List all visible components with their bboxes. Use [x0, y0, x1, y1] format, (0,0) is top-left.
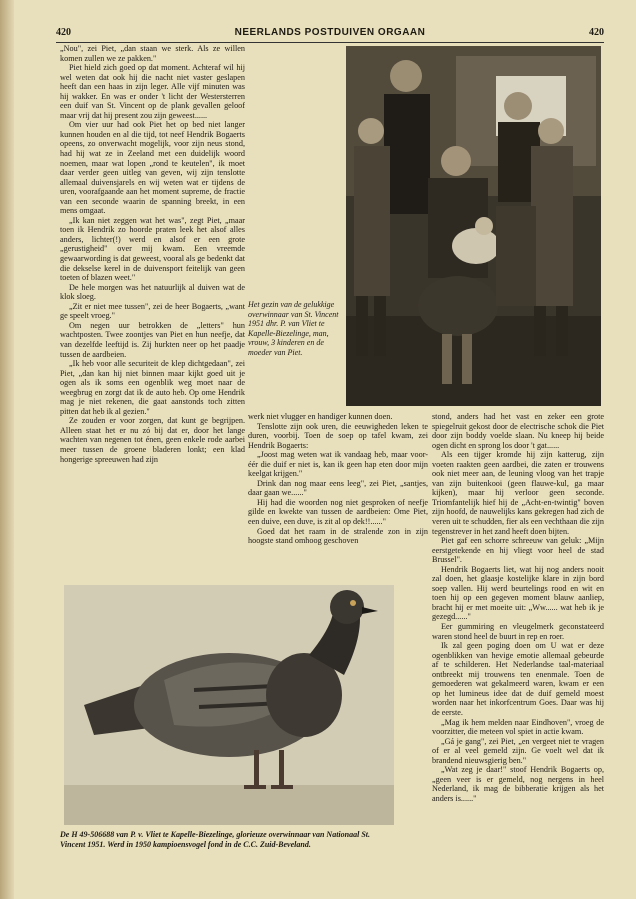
paragraph: „Nou", zei Piet, „dan staan we sterk. Als ze willen komen zullen we ze pakken." — [60, 44, 245, 63]
paragraph: stond, anders had het vast en zeker een grote spiegelruit gekost door de electrische schok die Piet door zijn boddy voelde slaan. Nu kneep hij beide ogen dicht en sprong los door 't gat...... — [432, 412, 604, 450]
paragraph: Ik zal geen poging doen om U wat er deze ogenblikken van hevige emotie allemaal gebeurde af te schilderen. Het Nederlandse taal-materiaal ontbreekt mij trouwens ten enenmale. Toen de gemoederen wat gekalmeerd waren, kwam er een op het lumineus idee dat de duif gemeld moest worden naar het inkorfcentrum Goes. Daar was hij de eerste. — [432, 641, 604, 717]
paragraph: Eer gummiring en vleugelmerk geconstateerd waren stond heel de buurt in rep en roer. — [432, 622, 604, 641]
paragraph: Piet hield zich goed op dat moment. Achteraf wil hij wel weten dat ook hij die nacht niet vaster geslapen heeft dan een haas in zijn leger. Alle vijf minuten was hij wakker. En was er onder 't licht der Westersterren een duif van St. Vincent op de plank gevallen geloof maar vrij dat hij present zou zijn geweest...... — [60, 63, 245, 120]
paragraph: Tenslotte zijn ook uren, die eeuwigheden leken te duren, voorbij. Toen de soep op tafel kwam, zei Hendrik Bogaerts: — [248, 421, 428, 450]
pigeon-photo — [64, 585, 394, 825]
page-number-right: 420 — [589, 27, 604, 38]
page-edge — [0, 0, 14, 899]
paragraph: werk niet vlugger en handiger kunnen doen. — [248, 412, 393, 421]
paragraph: Om negen uur betrokken de „letters" hun wachtposten. Twee zoontjes van Piet en hun neefje, dat van dezelfde leeftijd is. Zij hurkten neer op het paadje tussen de aardbeien. — [60, 320, 245, 359]
article-column-3 — [432, 412, 604, 803]
paragraph: „Gá je gang", zei Piet, „en vergeet niet te vragen of er al veel gemeld zijn. Ge voelt wel dat ik brandend nieuwsgierig ben." — [432, 736, 604, 765]
paragraph: Om vier uur had ook Piet het op bed niet langer kunnen houden en al die tijd, tot neef Hendrik Bogaerts opeens, zo onverwacht mogelijk, voor zijn neus stond, had hij wat ze in Zeeland met een duidelijk woord noemen, maar wat lopen „rond te keutelen", ik moet daar verder geen uitleg van geven, wij zijn tenslotte allemaal duivensjarels en wij weten wat er tijdens de uren, voorafgaande aan het moment supreme, de fractie van een seconde waarin de spanning breekt, in een mens omgaat. — [60, 120, 245, 216]
page-number-left: 420 — [56, 27, 71, 38]
paragraph: De hele morgen was het natuurlijk al duiven wat de klok sloeg. — [60, 282, 245, 302]
paragraph: Als een tijger kromde hij zijn katterug, zijn voeten raakten geen aardbei, die zaten er trouwens ook niet meer aan, de leuning vloog van het trapje van zijn buitenkooi (geen flauwe-kul, ga maar kijken), maar hij verloor geen seconde. Triomfantelijk hief hij de „Acht-en-twintig" boven zijn hoofd, de nauwelijks kans gekregen had zich de veren uit te schudden, fier als een vechthaan die zijn tegenstrever in het zand heeft doen bijten. — [432, 450, 604, 536]
pigeon-photo-caption: De H 49-506688 van P. v. Vliet te Kapelle-Biezelinge, glorieuze overwinnaar van Nationaal St. Vincent 1951. Werd in 1950 kampioensvogel fond in de C.C. Zuid-Beveland. — [60, 830, 370, 849]
family-photo-caption: Het gezin van de gelukkige overwinnaar van St. Vincent 1951 dhr. P. van Vliet te Kapelle-Biezelinge, man, vrouw, 3 kinderen en de moeder van Piet. — [248, 300, 339, 357]
paragraph: Drink dan nog maar eens leeg", zei Piet, „santjes, daar gaan we......" — [248, 478, 428, 498]
paragraph: „Mag ik hem melden naar Eindhoven", vroeg de voorzitter, die meteen vol spiet in actie kwam. — [432, 717, 604, 737]
paragraph: „Ik kan niet zeggen wat het was", zegt Piet, „maar toen ik Hendrik zo hoorde praten leek het alsof alles anders, lichter(!) werd en alsof er een grote „gerustigheid" over mij kwam. Een vreemde gewaarwording is dat geweest, vooral als ge bedenkt dat die dekselse kerel in de duivensport feitelijk van geen toeten of blazen weet." — [60, 215, 245, 283]
family-photo-illustration — [346, 46, 601, 406]
page-header — [56, 28, 604, 43]
paragraph: „Wat zeg je daar!" stoof Hendrik Bogaerts op, „geen veer is er gemeld, nog nergens in heel Nederland, ik mag de bibberatie krijgen als het anders is......" — [432, 765, 604, 803]
pigeon-illustration — [64, 585, 394, 825]
paragraph: „Joost mag weten wat ik vandaag heb, maar voor-éér die duif er niet is, kan ik geen hap eten door mijn keelgat krijgen." — [248, 450, 428, 479]
paragraph: Hij had die woorden nog niet gesproken of neefje gilde en kwekte van tussen de aardbeien: Ome Piet, een duive, een duve, is zit al op dek!!......" — [248, 497, 428, 527]
family-photo — [346, 46, 601, 406]
article-column-1 — [60, 44, 245, 464]
paragraph: Piet gaf een schorre schreeuw van geluk: „Mijn eerstgetekende en hij vliegt voor heel de stad Brussel". — [432, 536, 604, 565]
paragraph: Ze zouden er voor zorgen, dat kunt ge begrijpen. Alleen staat het er nu zó bij dat er, door het lange wachten van negenen tot énen, geen enkele rode aarbei meer tussen de groene bladeren lonkt; een klad hongerige spreeuwen had zijn — [60, 416, 245, 464]
article-column-2 — [248, 412, 428, 546]
paragraph: „Zit er niet mee tussen", zei de heer Bogaerts, „want ge speelt vroeg." — [60, 301, 245, 321]
paragraph: Hendrik Bogaerts liet, wat hij nog anders nooit zal doen, het glaasje kostelijke klare in zijn bord soep vallen. Hij werd beurtelings rood en wit en toen hij op een gegeven moment blauw aanliep, bracht hij er met moeite uit: „Ww...... wat heb ik je gezegd......" — [432, 564, 604, 622]
publication-title: NEERLANDS POSTDUIVEN ORGAAN — [234, 27, 426, 38]
paragraph: „Ik heb voor alle securiteit de klep dichtgedaan", zei Piet, „dan kan hij niet binnen maar kijkt goed uit je ogen als ik soms een ogenblik weg moet naar de weegbrug en zorgt dat ik de auto heb. Op ome Hendrik mag je niet rekenen, die gaat aanstonds toch zitten pitten dat heb ik al gezien." — [60, 359, 245, 416]
paragraph: Goed dat het raam in de stralende zon in zijn hoogste stand omhoog geschoven — [248, 526, 428, 546]
